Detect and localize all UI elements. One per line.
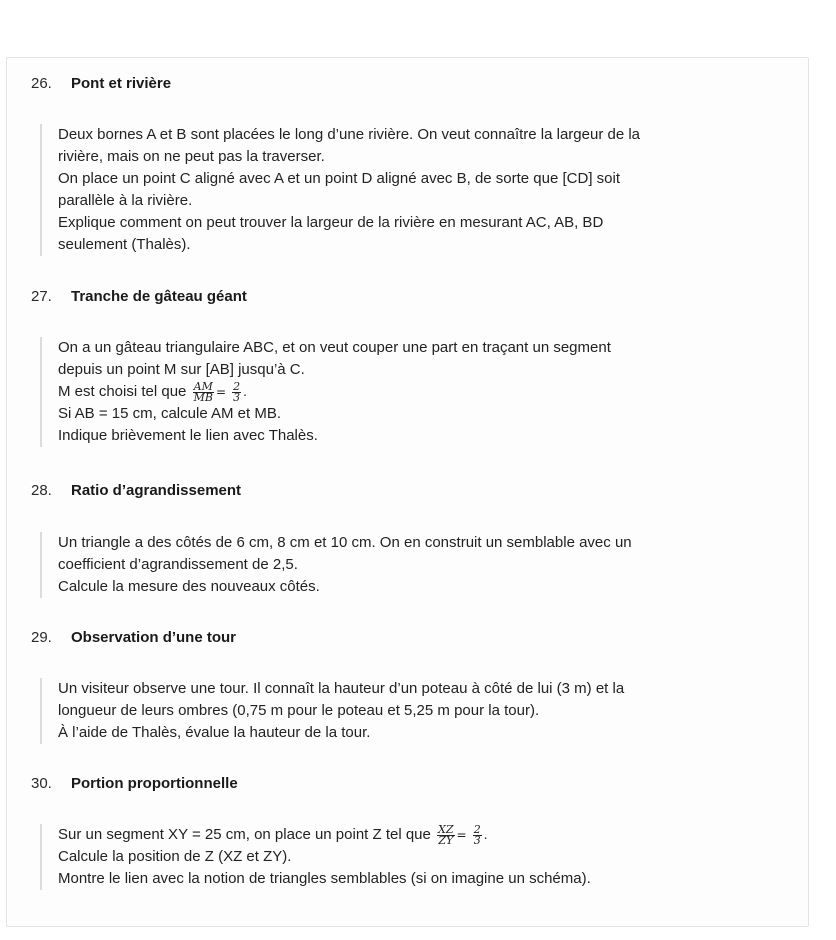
text-line: Deux bornes A et B sont placées le long d’une rivière. On veut connaître la largeur de la	[58, 126, 641, 143]
text-line: depuis un point M sur [AB] jusqu’à C.	[58, 361, 305, 378]
fraction-value	[473, 822, 482, 847]
exercise-title: Portion proportionnelle	[71, 775, 238, 792]
fraction-numerator: AM	[193, 379, 213, 393]
text-prefix: Sur un segment XY = 25 cm, on place un point Z tel que	[58, 826, 431, 843]
fraction-value-denominator: 3	[233, 390, 241, 404]
exercise-header	[31, 774, 238, 794]
text-line: On a un gâteau triangulaire ABC, et on veut couper une part en traçant un segment	[58, 339, 611, 356]
exercise-body	[40, 124, 738, 256]
exercise-header	[31, 74, 171, 94]
fraction-denominator: ZY	[438, 833, 454, 847]
text-line: rivière, mais on ne peut pas la traverser.	[58, 148, 325, 165]
text-line: Explique comment on peut trouver la largeur de la rivière en mesurant AC, AB, BD	[58, 214, 604, 231]
text-line: longueur de leurs ombres (0,75 m pour le poteau et 5,25 m pour la tour).	[58, 702, 540, 719]
fraction-value-numerator: 2	[233, 379, 241, 393]
equals-sign: =	[456, 828, 467, 842]
text-line: Indique brièvement le lien avec Thalès.	[58, 427, 318, 444]
exercise-card	[6, 57, 809, 927]
fraction-numerator: XZ	[438, 822, 454, 836]
text-line: À l’aide de Thalès, évalue la hauteur de la tour.	[58, 724, 371, 741]
exercise-title: Observation d’une tour	[71, 629, 237, 646]
fraction-am-mb	[193, 379, 214, 404]
exercise-body	[40, 532, 738, 598]
exercise-header	[31, 481, 241, 501]
exercise-number: 26.	[31, 75, 52, 92]
fraction-value	[232, 379, 241, 404]
text-line: Calcule la mesure des nouveaux côtés.	[58, 578, 320, 595]
fraction-value-denominator: 3	[473, 833, 481, 847]
exercise-title: Ratio d’agrandissement	[71, 482, 242, 499]
text-line: Si AB = 15 cm, calcule AM et MB.	[58, 405, 282, 422]
exercise-number: 30.	[31, 775, 52, 792]
text-line-with-fraction	[58, 824, 738, 846]
fraction-denominator: MB	[193, 390, 213, 404]
text-line-with-fraction	[58, 381, 738, 403]
period: .	[483, 828, 488, 842]
text-line: Montre le lien avec la notion de triangles semblables (si on imagine un schéma).	[58, 870, 591, 887]
text-line: On place un point C aligné avec A et un point D aligné avec B, de sorte que [CD] soit	[58, 170, 621, 187]
exercise-number: 29.	[31, 629, 52, 646]
exercise-number: 27.	[31, 288, 52, 305]
text-line: parallèle à la rivière.	[58, 192, 193, 209]
fraction-xz-zy	[437, 822, 454, 847]
equals-sign: =	[215, 385, 226, 399]
text-prefix: M est choisi tel que	[58, 383, 187, 400]
exercise-title: Pont et rivière	[71, 75, 172, 92]
exercise-header	[31, 287, 247, 307]
fraction-value-numerator: 2	[473, 822, 481, 836]
exercise-body	[40, 678, 738, 744]
text-line: Un triangle a des côtés de 6 cm, 8 cm et 10 cm. On en construit un semblable avec un	[58, 534, 632, 551]
exercise-body	[40, 824, 738, 890]
exercise-number: 28.	[31, 482, 52, 499]
exercise-header	[31, 628, 236, 648]
exercise-body	[40, 337, 738, 447]
exercise-title: Tranche de gâteau géant	[71, 288, 247, 305]
text-line: Calcule la position de Z (XZ et ZY).	[58, 848, 292, 865]
text-line: seulement (Thalès).	[58, 236, 191, 253]
text-line: Un visiteur observe une tour. Il connaît la hauteur d’un poteau à côté de lui (3 m) et la	[58, 680, 625, 697]
text-line: coefficient d’agrandissement de 2,5.	[58, 556, 298, 573]
period: .	[243, 385, 247, 399]
